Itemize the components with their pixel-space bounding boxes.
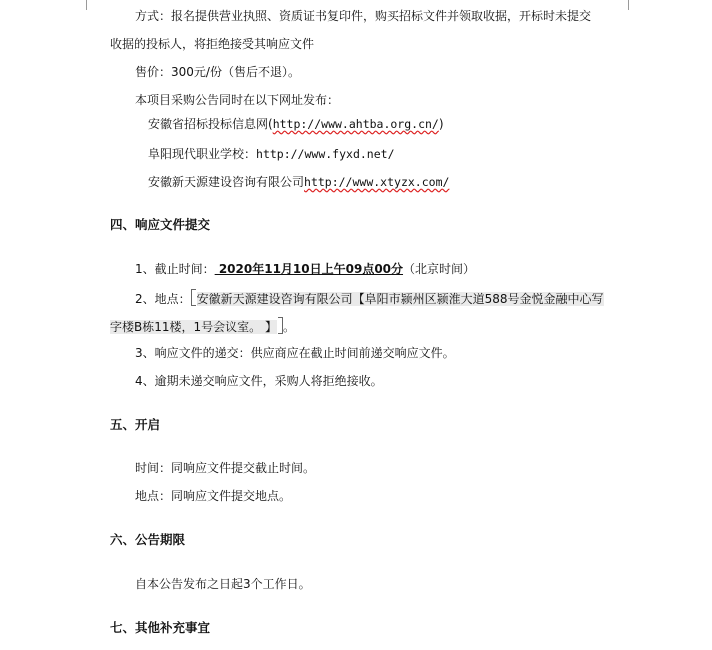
section-4-title: 四、响应文件提交 [110, 217, 211, 232]
notice-period-line: 自本公告发布之日起3个工作日。 [135, 577, 311, 591]
location-value-line-1[interactable]: 安徽新天源建设咨询有限公司【阜阳市颍州区颍淮大道588号金悦金融中心写 [196, 292, 604, 306]
site-3-label: 安徽新天源建设咨询有限公司 [148, 175, 305, 189]
location-line-2 [110, 317, 295, 333]
open-place-line: 地点：同响应文件提交地点。 [135, 489, 292, 503]
site-2-label: 阜阳现代职业学校： [148, 147, 257, 161]
site-1-line [148, 116, 444, 132]
left-margin-marker [86, 0, 87, 10]
section-6-title: 六、公告期限 [110, 532, 186, 547]
publish-intro: 本项目采购公告同时在以下网址发布： [135, 93, 340, 107]
deadline-value: 2020年11月10日上午09点00分 [214, 262, 404, 276]
deadline-line [135, 261, 475, 277]
late-rule-line: 4、逾期未递交响应文件，采购人将拒绝接收。 [135, 374, 383, 388]
section-7-title: 七、其他补充事宜 [110, 620, 211, 635]
deadline-label: 1、截止时间： [135, 262, 215, 276]
site-1-label: 安徽省招标投标信息网( [148, 117, 273, 131]
method-line-2: 收据的投标人，将拒绝接受其响应文件 [110, 37, 315, 51]
site-2-line [148, 146, 395, 162]
location-end: 。 [282, 320, 295, 334]
submit-method-line: 3、响应文件的递交：供应商应在截止时间前递交响应文件。 [135, 346, 455, 360]
price-line: 售价：300元/份（售后不退）。 [135, 65, 300, 79]
site-1-close: ) [438, 117, 444, 131]
location-line-1 [135, 289, 604, 305]
site-3-line [148, 174, 449, 190]
site-3-url[interactable]: http://www.xtyzx.com/ [304, 175, 450, 189]
deadline-suffix: （北京时间） [403, 262, 476, 276]
field-bracket-left-icon [191, 289, 196, 306]
method-line-1: 方式：报名提供营业执照、资质证书复印件，购买招标文件并领取收据，开标时未提交 [135, 9, 592, 23]
site-2-url[interactable]: http://www.fyxd.net/ [256, 147, 395, 161]
right-margin-marker [628, 0, 629, 10]
open-time-line: 时间：同响应文件提交截止时间。 [135, 461, 316, 475]
site-1-url[interactable]: http://www.ahtba.org.cn/ [272, 117, 439, 131]
location-label: 2、地点： [135, 292, 191, 306]
location-value-line-2[interactable]: 字楼B栋11楼，1号会议室。 】 [110, 320, 277, 334]
section-5-title: 五、开启 [110, 417, 161, 432]
